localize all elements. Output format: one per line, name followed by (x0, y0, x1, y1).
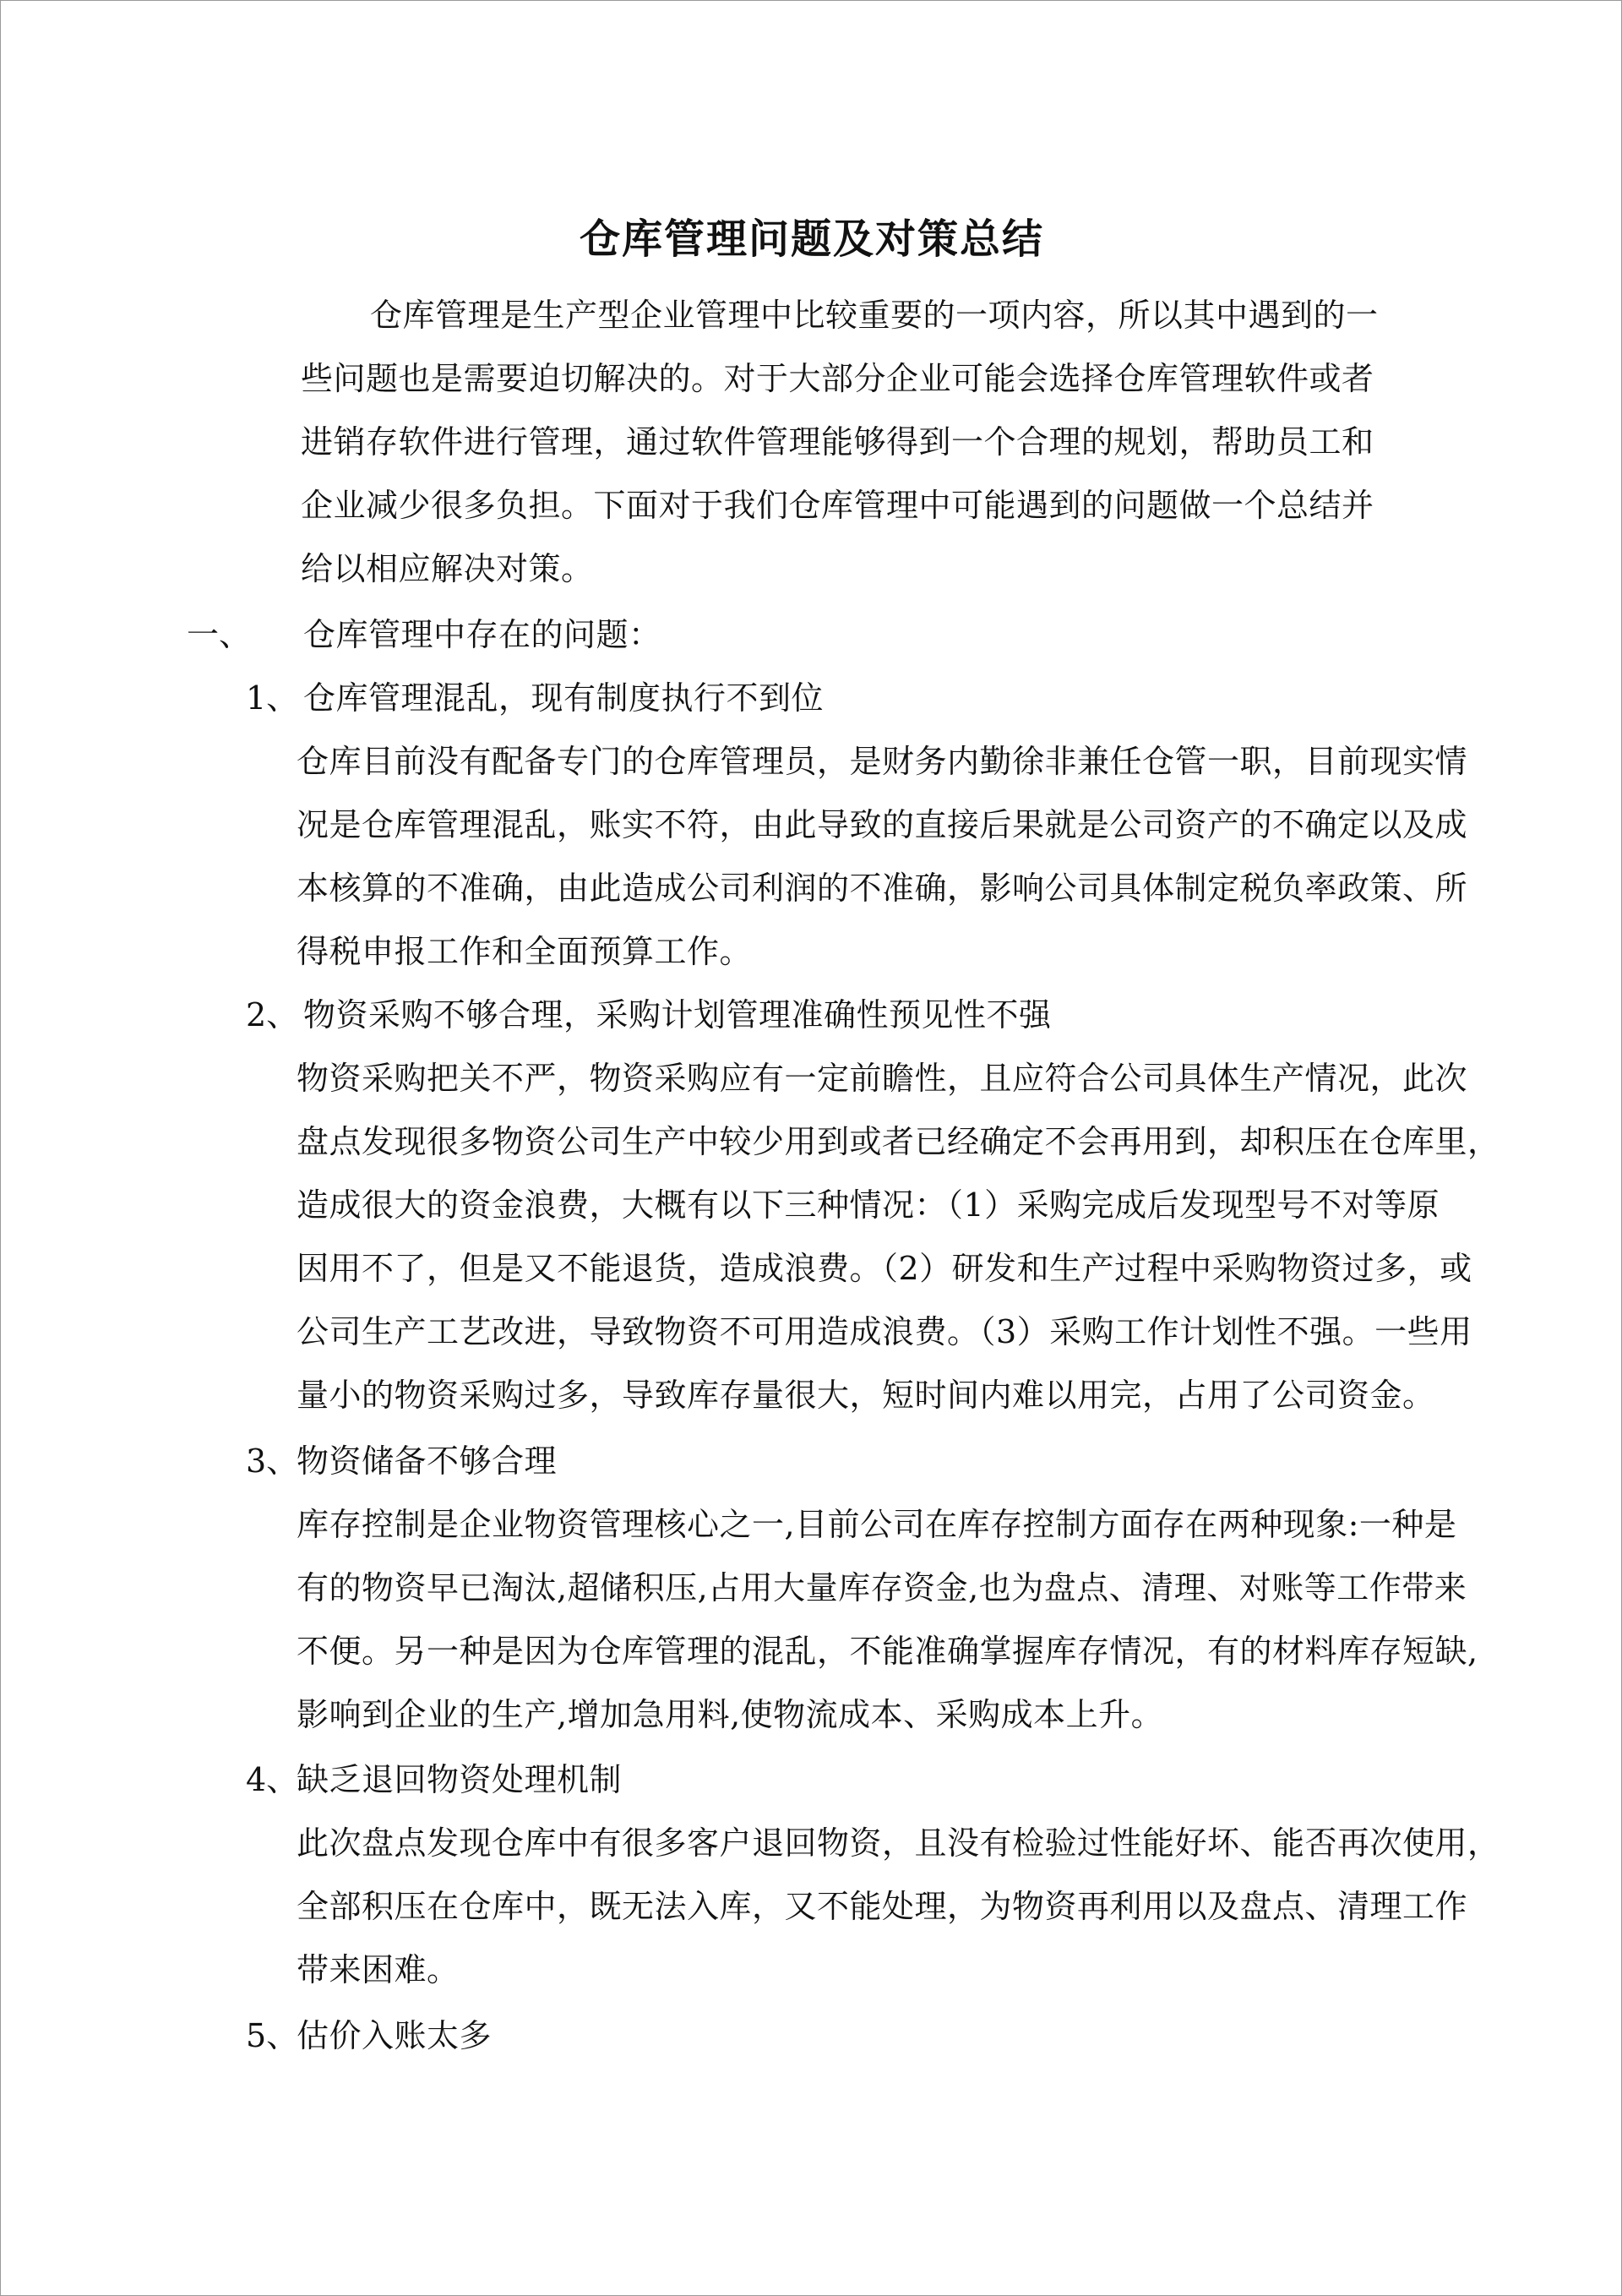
item-body-line: 全部积压在仓库中，既无法入库，又不能处理，为物资再利用以及盘点、清理工作 (297, 1888, 1468, 1925)
item-heading: 物资储备不够合理 (297, 1442, 558, 1480)
item-number: 2、 (246, 996, 299, 1033)
item-body-line: 带来困难。 (297, 1951, 460, 1988)
item-heading: 仓库管理混乱，现有制度执行不到位 (303, 679, 825, 717)
item-body-line: 仓库目前没有配备专门的仓库管理员，是财务内勤徐非兼任仓管一职，目前现实情 (297, 743, 1468, 780)
item-body-line: 量小的物资采购过多，导致库存量很大，短时间内难以用完，占用了公司资金。 (297, 1377, 1435, 1414)
item-heading: 物资采购不够合理，采购计划管理准确性预见性不强 (303, 996, 1052, 1033)
item-number: 1、 (246, 679, 299, 717)
item-number: 4、 (246, 1761, 299, 1798)
intro-line: 些问题也是需要迫切解决的。对于大部分企业可能会选择仓库管理软件或者 (301, 360, 1374, 397)
item-number: 3、 (246, 1442, 299, 1480)
item-body-line: 因用不了，但是又不能退货，造成浪费。（2）研发和生产过程中采购物资过多，或 (297, 1250, 1472, 1287)
intro-line: 给以相应解决对策。 (301, 550, 594, 587)
item-body-line: 影响到企业的生产,增加急用料,使物流成本、采购成本上升。 (297, 1696, 1164, 1733)
item-number: 5、 (246, 2017, 299, 2054)
item-body-line: 公司生产工艺改进，导致物资不可用造成浪费。（3）采购工作计划性不强。一些用 (297, 1313, 1472, 1350)
intro-line: 仓库管理是生产型企业管理中比较重要的一项内容，所以其中遇到的一 (370, 297, 1379, 334)
document-title: 仓库管理问题及对策总结 (579, 215, 1044, 263)
item-body-line: 盘点发现很多物资公司生产中较少用到或者已经确定不会再用到，却积压在仓库里， (297, 1123, 1500, 1160)
item-heading: 估价入账太多 (297, 2017, 493, 2054)
item-body-line: 物资采购把关不严，物资采购应有一定前瞻性，且应符合公司具体生产情况，此次 (297, 1060, 1468, 1097)
item-body-line: 此次盘点发现仓库中有很多客户退回物资，且没有检验过性能好坏、能否再次使用， (297, 1824, 1500, 1862)
section-heading: 仓库管理中存在的问题： (303, 616, 661, 653)
intro-line: 进销存软件进行管理，通过软件管理能够得到一个合理的规划，帮助员工和 (301, 423, 1374, 461)
item-body-line: 不便。另一种是因为仓库管理的混乱，不能准确掌握库存情况，有的材料库存短缺, (297, 1633, 1478, 1670)
item-body-line: 有的物资早已淘汰,超储积压,占用大量库存资金,也为盘点、清理、对账等工作带来 (297, 1569, 1467, 1606)
item-body-line: 况是仓库管理混乱，账实不符，由此导致的直接后果就是公司资产的不确定以及成 (297, 806, 1468, 843)
item-body-line: 本核算的不准确，由此造成公司利润的不准确，影响公司具体制定税负率政策、所 (297, 870, 1468, 907)
item-body-line: 得税申报工作和全面预算工作。 (297, 933, 753, 970)
item-body-line: 库存控制是企业物资管理核心之一,目前公司在库存控制方面存在两种现象:一种是 (297, 1506, 1457, 1543)
section-marker: 一、 (187, 616, 252, 653)
intro-line: 企业减少很多负担。下面对于我们仓库管理中可能遇到的问题做一个总结并 (301, 487, 1374, 524)
item-heading: 缺乏退回物资处理机制 (297, 1761, 623, 1798)
item-body-line: 造成很大的资金浪费，大概有以下三种情况：（1）采购完成后发现型号不对等原 (297, 1186, 1440, 1224)
